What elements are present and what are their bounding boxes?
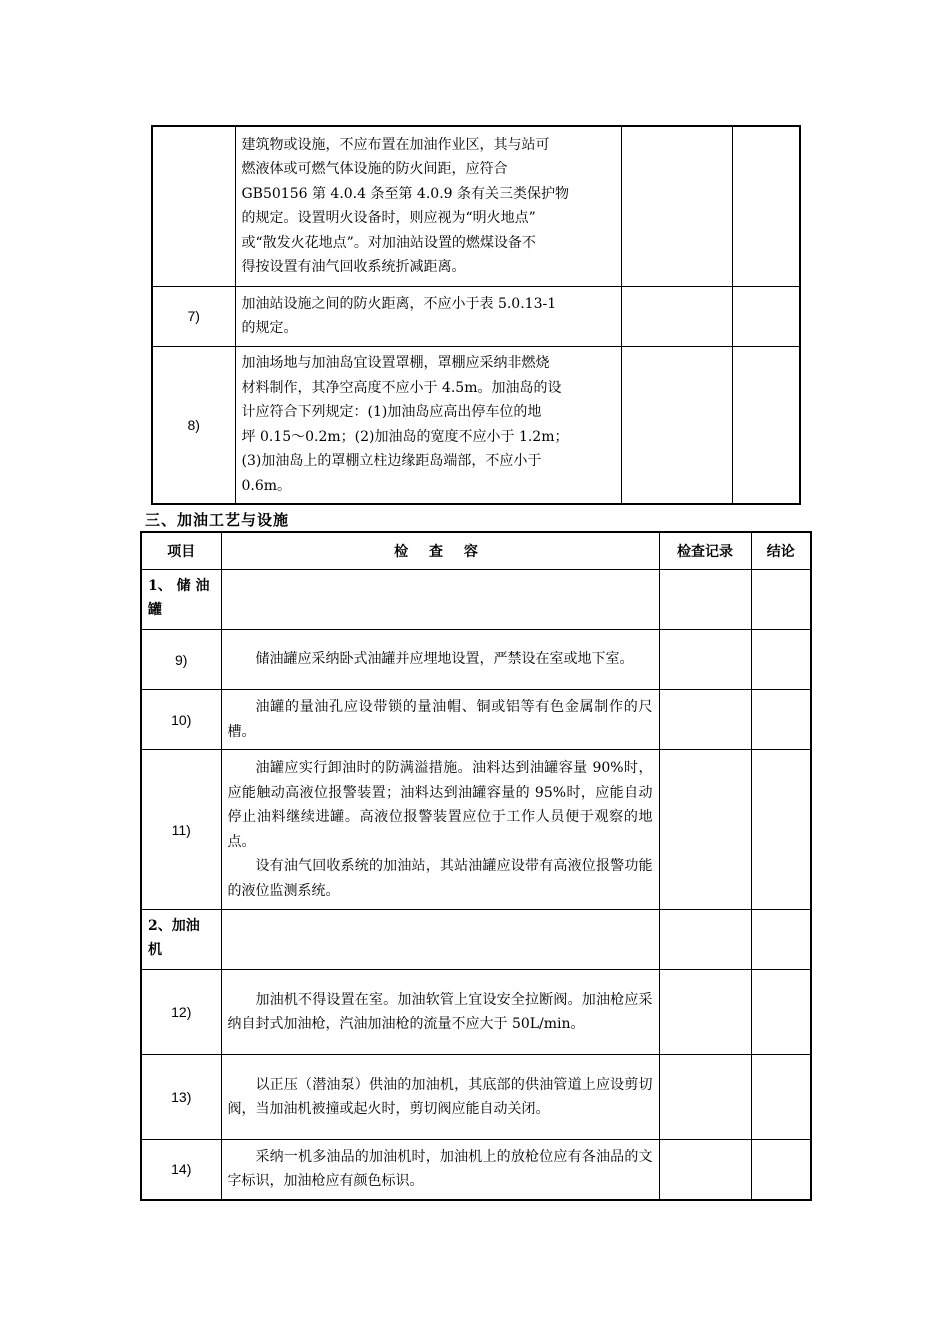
category-label: 1、 储 油 罐 (141, 570, 221, 630)
check-record-cell[interactable] (621, 346, 732, 504)
conclusion-cell[interactable] (732, 286, 800, 346)
check-content (235, 286, 621, 346)
table-row (141, 630, 811, 690)
row-number: 14) (141, 1140, 221, 1200)
content-line: (3)加油岛上的罩棚立柱边缘距岛端部，不应小于 (241, 453, 542, 470)
header-result: 结论 (751, 532, 811, 570)
conclusion-cell[interactable] (751, 690, 811, 750)
header-item: 项目 (141, 532, 221, 570)
header-row (141, 532, 811, 570)
check-content (221, 630, 659, 690)
content-line: 计应符合下列规定：(1)加油岛应高出停车位的地 (241, 404, 542, 421)
conclusion-cell[interactable] (751, 970, 811, 1055)
conclusion-cell[interactable] (751, 630, 811, 690)
category-row (141, 910, 811, 970)
check-record-cell[interactable] (621, 126, 732, 286)
check-record-cell[interactable] (659, 750, 751, 910)
row-number: 11) (141, 750, 221, 910)
check-record-cell[interactable] (659, 970, 751, 1055)
content-line: 燃液体或可燃气体设施的防火间距，应符合 (241, 161, 508, 178)
table-row (152, 286, 800, 346)
check-content (235, 346, 621, 504)
content-line: 得按设置有油气回收系统折减距离。 (241, 259, 466, 276)
check-content (221, 750, 659, 910)
check-content (221, 690, 659, 750)
table-row (152, 346, 800, 504)
conclusion-cell[interactable] (751, 570, 811, 630)
category-row (141, 570, 811, 630)
check-record-cell[interactable] (621, 286, 732, 346)
table-row (141, 750, 811, 910)
row-number (152, 126, 235, 286)
row-number: 8) (152, 346, 235, 504)
row-number: 10) (141, 690, 221, 750)
row-number: 12) (141, 970, 221, 1055)
conclusion-cell[interactable] (751, 910, 811, 970)
check-record-cell[interactable] (659, 570, 751, 630)
conclusion-cell[interactable] (751, 1140, 811, 1200)
row-number: 7) (152, 286, 235, 346)
content-paragraph: 储油罐应采纳卧式油罐并应埋地设置，严禁设在室或地下室。 (255, 651, 634, 668)
content-paragraph: 加油机不得设置在室。加油软管上宜设安全拉断阀。加油枪应采纳自封式加油枪，汽油加油枪的流量不应大于 50L/min。 (227, 991, 653, 1032)
content-line: 0.6m。 (241, 477, 292, 494)
table-row (141, 970, 811, 1055)
process-facility-table (140, 531, 812, 1201)
content-line: GB50156 第 4.0.4 条至第 4.0.9 条有关三类保护物 (241, 185, 570, 202)
check-record-cell[interactable] (659, 1140, 751, 1200)
header-record: 检查记录 (659, 532, 751, 570)
fire-distance-table (151, 125, 801, 505)
table-row (141, 1140, 811, 1200)
content-paragraph: 油罐的量油孔应设带锁的量油帽、铜或铝等有色金属制作的尺槽。 (227, 699, 653, 740)
conclusion-cell[interactable] (751, 1055, 811, 1140)
table-row (141, 1055, 811, 1140)
table-row (152, 126, 800, 286)
check-record-cell[interactable] (659, 910, 751, 970)
content-line: 建筑物或设施，不应布置在加油作业区，其与站可 (241, 136, 550, 153)
check-content (235, 126, 621, 286)
content-line: 的规定。设置明火设备时，则应视为“明火地点” (241, 210, 536, 227)
content-line: 坪 0.15～0.2m；(2)加油岛的宽度不应小于 1.2m； (241, 428, 569, 445)
category-label: 2、加油 机 (141, 910, 221, 970)
empty-cell (221, 570, 659, 630)
conclusion-cell[interactable] (732, 346, 800, 504)
content-paragraph: 油罐应实行卸油时的防满溢措施。油料达到油罐容量 90%时，应能触动高液位报警装置；油料达到油罐容量的 95%时，应能自动停止油料继续进罐。高液位报警装置应位于工作人员便于观察的地点。 (227, 760, 653, 850)
content-paragraph: 设有油气回收系统的加油站，其站油罐应设带有高液位报警功能的液位监测系统。 (227, 858, 653, 899)
section-title: 三、加油工艺与设施 (145, 511, 290, 529)
conclusion-cell[interactable] (751, 750, 811, 910)
check-record-cell[interactable] (659, 690, 751, 750)
check-content (221, 1140, 659, 1200)
check-content (221, 1055, 659, 1140)
content-paragraph: 以正压（潜油泵）供油的加油机，其底部的供油管道上应设剪切阀，当加油机被撞或起火时，剪切阀应能自动关闭。 (227, 1076, 653, 1117)
header-content: 检 查 容 (221, 532, 659, 570)
check-content (221, 970, 659, 1055)
row-number: 13) (141, 1055, 221, 1140)
content-line: 加油场地与加油岛宜设置罩棚，罩棚应采纳非燃烧 (241, 355, 550, 372)
content-line: 材料制作，其净空高度不应小于 4.5m。加油岛的设 (241, 379, 562, 396)
row-number: 9) (141, 630, 221, 690)
content-paragraph: 采纳一机多油品的加油机时，加油机上的放枪位应有各油品的文字标识，加油枪应有颜色标识。 (227, 1148, 653, 1190)
check-record-cell[interactable] (659, 1055, 751, 1140)
empty-cell (221, 910, 659, 970)
content-line: 的规定。 (241, 320, 298, 336)
conclusion-cell[interactable] (732, 126, 800, 286)
table-row (141, 690, 811, 750)
content-line: 加油站设施之间的防火距离，不应小于表 5.0.13-1 (241, 295, 557, 312)
check-record-cell[interactable] (659, 630, 751, 690)
content-line: 或“散发火花地点”。对加油站设置的燃煤设备不 (241, 234, 536, 251)
